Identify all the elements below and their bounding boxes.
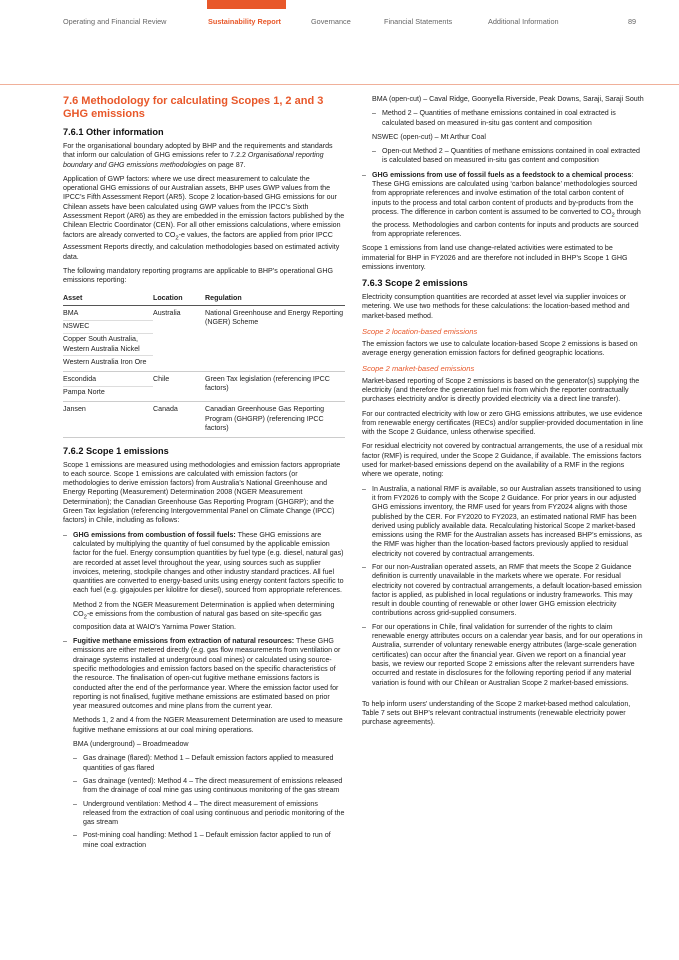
nav-tab-financial-statements[interactable]: Financial Statements: [384, 17, 453, 26]
header-divider: [0, 84, 679, 85]
paragraph-scope1-intro: Scope 1 emissions are measured using methodologies and emission factors appropriate to each source. Scope 1 emissions are calculated with emission factors (or methodologies to derive emission factors) from Australia’s National Greenhouse and Energy Reporting (Measurement) Determination 2008 (NGER Measurement Determination); the Canadian Greenhouse Gas Reporting Program (GHGRP); and the Green Tax legislation (referencing Intergovernmental Panel on Climate Change (IPCC) factors) in Chile, including as follows:: [63, 460, 341, 525]
list-item: – For our non-Australian operated assets, an RMF that meets the Scope 2 Guidance definition is currently unavailable in the markets where we operate. For residual electricity not covered by contractual arrangements, a default location-based emission factor is applied, as published in local regulations or industry frameworks. This may result in double counting of renewable or other lower GHG emission electricity contributions across grid-supplied consumers.: [362, 563, 644, 619]
nav-tab-operating-financial-review[interactable]: Operating and Financial Review: [63, 17, 167, 26]
table-header-regulation: Regulation: [205, 291, 345, 306]
feedstock-bullet-list: [362, 171, 644, 239]
paragraph-gwp: Application of GWP factors: where we use direct measurement to calculate the operational GHG emissions of our Australian assets, BHP uses GWP values from the IPCC’s Fifth Assessment Report (AR5). Scope 2 location-based GHG emissions for our Chilean assets have been calculated using GWP values from the IPCC’s Sixth Assessment Report (AR6) as they are embedded in the emission factors published by the Chilean Electric Coordinator (CEN). For all other emissions calculations, where emission factors are already converted to $CO_2-e$ values, the factors are applied from prior IPCC Assessment Reports directly, and calculation methodologies based on estimated activity data.: [63, 174, 345, 261]
active-tab-indicator: [207, 0, 286, 9]
paragraph-land-use: Scope 1 emissions from land use change-related activities were estimated to be immaterial for BHP in FY2026 and are therefore not included in BHP’s Scope 1 GHG emissions inventory.: [362, 244, 628, 271]
list-item: – Gas drainage (vented): Method 4 – The direct measurement of emissions released from the drainage of coal mine gas using continuous monitoring of the gas stream: [73, 777, 345, 796]
subheading-location-based: Scope 2 location-based emissions: [362, 327, 478, 337]
list-item: – For our operations in Chile, final validation for surrender of the rights to claim renewable energy attributes occurs on a calendar year basis, and for our operations in Australia, surrender of voluntary renewable energy attributes (large-scale generation certificates) can occur after the financial year. Given we report on a financial year basis, we review our reported Scope 2 emissions after the relevant surrenders have occurred and restate in disclosures for the following reporting period if any material variation is found with our Chilean or Australian Scope 2 market-based emissions.: [362, 623, 644, 688]
paragraph-market-based-3: For residual electricity not covered by contractual arrangements, the use of a residual mix factor (RMF) is required, under the Scope 2 Guidance, if available. The emissions factors used for market-based emissions depend on the availability of a RMF in the regions where we operate, noting:: [362, 442, 643, 479]
paragraph-bma-underground: BMA (underground) – Broadmeadow: [73, 740, 189, 749]
nswec-list: [372, 147, 644, 166]
paragraph-methods-1-2-4: Methods 1, 2 and 4 from the NGER Measurement Determination are used to measure fugitive methane emissions at our coal mining operations.: [73, 716, 343, 734]
top-navigation: [0, 0, 679, 40]
table-header-asset: Asset: [63, 291, 153, 306]
page-number: 89: [628, 17, 637, 26]
rmf-bullet-list: [362, 485, 644, 688]
table-header-location: Location: [153, 291, 205, 306]
paragraph-market-based-2: For our contracted electricity with low or zero GHG emissions attributes, we use evidence from renewable energy certificates (RECs) and/or supplier-provided documentation in line with the Scope 2 Guidance, unless otherwise specified.: [362, 409, 644, 437]
table-row: Escondida Pampa Norte Chile Green Tax legislation (referencing IPCC factors): [63, 371, 345, 401]
list-item: – Open-cut Method 2 – Quantities of methane emissions contained in coal extracted is calculated based on measured in-situ gas content and composition: [372, 147, 644, 166]
table-row: Jansen Canada Canadian Greenhouse Gas Reporting Program (GHGRP) (referencing IPCC factors): [63, 401, 345, 437]
paragraph-market-based-1: Market-based reporting of Scope 2 emissions is based on the generator(s) supplying the electricity (and therefore the generation fuel mix from which the reporter contractually purchases electricity and/or is directly provided electricity via a direct line transfer).: [362, 376, 640, 404]
nav-tab-sustainability-report[interactable]: Sustainability Report: [208, 17, 281, 26]
section-heading-7-6: 7.6 Methodology for calculating Scopes 1, 2 and 3 GHG emissions: [63, 95, 324, 120]
subheading-7-6-1: 7.6.1 Other information: [63, 127, 164, 137]
right-column: [362, 95, 644, 733]
subheading-7-6-2: 7.6.2 Scope 1 emissions: [63, 445, 169, 456]
nav-tab-governance[interactable]: Governance: [311, 17, 351, 26]
paragraph-boundary: For the organisational boundary adopted by BHP and the requirements and standards that inform our calculation of GHG emissions refer to 7.2.2 Organisational reporting boundary and GHG emissions methodologies on page 87.: [63, 142, 333, 169]
list-item: – Underground ventilation: Method 4 – The direct measurement of emissions released from the extraction of coal using continuous and periodic monitoring of the gas stream: [73, 800, 345, 828]
paragraph-electricity: Electricity consumption quantities are recorded at asset level via supplier invoices or metering. We use two methods for these calculations: the location-based method and market-based method.: [362, 293, 630, 320]
nav-tab-additional-information[interactable]: Additional Information: [488, 17, 559, 26]
paragraph-location-based: The emission factors we use to calculate location-based Scope 2 emissions is based on average energy generation emission factors for defined geographic locations.: [362, 339, 638, 357]
paragraph-table-7-reference: To help inform users’ understanding of the Scope 2 market-based method calculation, Table 7 sets out BHP’s relevant contractual instruments (renewable electricity power purchase agreements).: [362, 699, 631, 727]
paragraph-reporting-programs: The following mandatory reporting programs are applicable to BHP’s operational GHG emissions reporting:: [63, 266, 333, 285]
scope1-bullet-list: [63, 531, 345, 850]
table-row: BMA NSWEC Copper South Australia, Western Australia Nickel Western Australia Iron Ore Australia National Greenhouse and Energy Reporting (NGER) Scheme: [63, 305, 345, 371]
list-item: – GHG emissions from use of fossil fuels as a feedstock to a chemical process: These GHG emissions are calculated using ‘carbon balance’ methodologies sourced from appropriate references and involve estimation of the total carbon content of inputs to the process and total carbon content of products and by-products from the process. The difference in carbon content is assumed to be converted to $CO_2$ through the process. Methodologies and carbon contents for inputs and products are sourced from appropriate references.: [362, 171, 644, 239]
subheading-7-6-3: 7.6.3 Scope 2 emissions: [362, 278, 468, 289]
subheading-market-based: Scope 2 market-based emissions: [362, 364, 475, 374]
list-item: – GHG emissions from combustion of fossil fuels: These GHG emissions are calculated by multiplying the quantity of fuel consumed by the applicable emission factor for the fuel. Energy consumption quantities by fuel type (e.g. diesel, natural gas) are recorded at asset level throughout the year, using sources such as supplier invoices, metering, stockpile changes and other industry standard practices. All fuel quantities are converted to energy-based units using energy content factors specific to each fuel (e.g. gigajoules per kilolitre for diesel), sourced from appropriate references. Method 2 from the NGER Measurement Determination is applied when determining $CO_2-e$ emissions from the combustion of natural gas based on site-specific gas composition data at WAIO’s Yarnima Power Station.: [63, 531, 345, 632]
bma-underground-list: [73, 754, 345, 850]
paragraph-method-2: Method 2 from the NGER Measurement Determination is applied when determining $CO_2-e$ emissions from the combustion of natural gas based on site-specific gas composition data at WAIO’s Yarnima Power Station.: [73, 600, 335, 631]
bma-open-cut-list: [372, 109, 644, 128]
list-item: – In Australia, a national RMF is available, so our Australian assets transitioned to using it from FY2026 to comply with the Scope 2 Guidance. For prior years in our adjusted GHG emissions inventory, the RMF used for years from FY2024 aligns with those published by the CER. For FY2020 to FY2023, an estimated national RMF has been derived using publicly available data. Recalculating historical Scope 2 market-based emissions using the RMF for the Australian assets has increased BHP’s emissions, as the RMF was higher than the location-based factors previously applied to residual electricity not covered by contractual arrangements.: [362, 485, 644, 559]
paragraph-nswec: NSWEC (open-cut) – Mt Arthur Coal: [372, 132, 486, 141]
list-item: – Fugitive methane emissions from extraction of natural resources: These GHG emissions are either metered directly (e.g. gas flow measurements from ventilation or drainage systems installed at underground coal mines) or calculated using source-specific methodologies and emission factors based on the specific characteristics of the resource. The finalisation of open-cut fugitive methane emissions factors is conducted after the end of the performance year. Where the emission factor used for reporting is not finalised, fugitive methane emissions are estimated based on prior year measured outcomes and mine plans from the current year. Methods 1, 2 and 4 from the NGER Measurement Determination are used to measure fugitive methane emissions at our coal mining operations. BMA (underground) – Broadmeadow – Gas drainage (flared): Method 1 – Default emission factors applied to measured quantities of gas flared – Gas drainage (vented): Method 4 – The direct measurement of emissions released from the drainage of coal mine gas using continuous monitoring of the gas stream – Underground ventilation: Method 4 – The direct measurement of emissions released from the extraction of coal using continuous and periodic monitoring of the gas stream – Post-mining coal handling: Method 1 – Default emission factor applied to run of mine coal extraction: [63, 637, 345, 850]
list-item: – Gas drainage (flared): Method 1 – Default emission factors applied to measured quantities of gas flared: [73, 754, 345, 773]
left-column: [63, 95, 345, 855]
paragraph-bma-open-cut: BMA (open-cut) – Caval Ridge, Goonyella Riverside, Peak Downs, Saraji, Saraji South: [372, 95, 644, 103]
list-item: – Post-mining coal handling: Method 1 – Default emission factor applied to run of mine coal extraction: [73, 831, 345, 850]
list-item: – Method 2 – Quantities of methane emissions contained in coal extracted is calculated based on measured in-situ gas content and composition: [372, 109, 644, 128]
reporting-programs-table: [63, 291, 345, 438]
